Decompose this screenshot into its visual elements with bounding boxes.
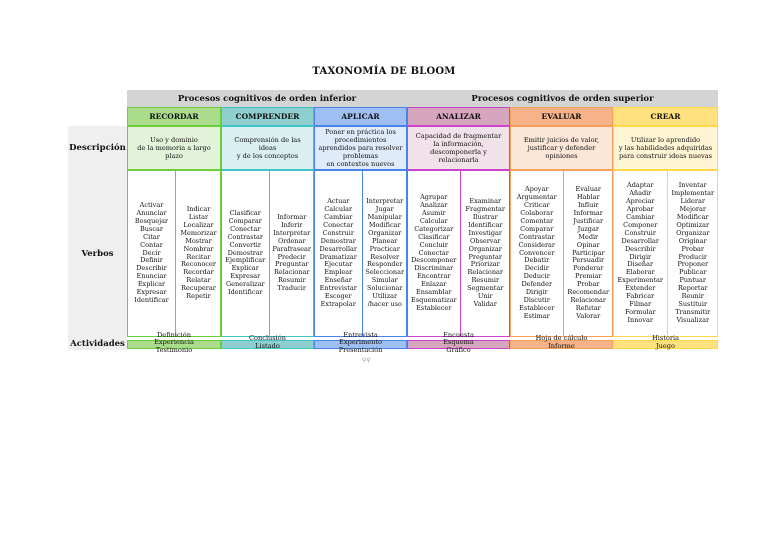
verb-item: Emplear <box>324 268 353 277</box>
verb-item: Memorizar <box>180 228 217 237</box>
verb-column <box>362 171 409 336</box>
verb-item: Contrastar <box>227 232 264 241</box>
verb-item: Ejecutar <box>324 260 353 269</box>
verb-item: Resumir <box>471 276 500 285</box>
verb-column-divider <box>175 171 176 336</box>
verb-item: Agrupar <box>420 193 448 202</box>
verb-item: Visualizar <box>676 315 710 324</box>
level-activities-comprender <box>221 331 314 355</box>
level-header-evaluar: EVALUAR <box>510 107 613 126</box>
level-description-crear: Utilizar lo aprendido y las habilidades adquiridas para construir ideas nuevas <box>613 126 718 170</box>
verb-column <box>175 171 222 336</box>
verb-column <box>128 171 175 336</box>
verb-item: Debatir <box>524 256 550 265</box>
verb-item: Expresar <box>136 288 167 297</box>
verb-item: Identificar <box>134 295 169 304</box>
level-verbs-crear <box>613 170 718 337</box>
verb-item: Recordar <box>183 268 214 277</box>
verb-item: Identificar <box>228 288 263 297</box>
page-title: TAXONOMÍA DE BLOOM <box>312 66 456 77</box>
verb-column <box>511 171 563 336</box>
verb-item: Decidir <box>524 264 549 273</box>
verb-column-divider <box>460 171 461 336</box>
verb-item: Identificar <box>468 220 503 229</box>
verb-item: Interpretar <box>366 197 404 206</box>
activity-item: Experimento <box>339 338 382 347</box>
verb-item: Parafrasear <box>272 244 311 253</box>
activity-item: Gráfico <box>446 345 471 354</box>
verb-column <box>460 171 512 336</box>
activity-item: Juego <box>656 342 675 350</box>
verb-item: Participar <box>571 248 605 257</box>
verb-item: Describir <box>624 244 656 253</box>
activity-item: Listado <box>255 342 280 350</box>
verb-item: Definir <box>140 256 163 265</box>
verb-item: Implementar <box>671 189 715 198</box>
verb-item: Segmentar <box>467 284 504 293</box>
verb-item: Colaborar <box>520 209 554 218</box>
verb-item: Deducir <box>523 272 550 281</box>
verb-item: Nombrar <box>183 244 214 253</box>
verb-item: Resolver <box>370 252 400 261</box>
verb-item: Indicar <box>186 205 211 214</box>
verb-item: Elaborar <box>625 268 655 277</box>
verb-item: Extrapolar <box>320 299 356 308</box>
verb-item: Esquematizar <box>411 295 457 304</box>
verb-item: Informar <box>573 209 603 218</box>
level-header-analizar: ANALIZAR <box>407 107 510 126</box>
level-activities-aplicar <box>314 331 407 355</box>
verb-item: Contar <box>140 240 163 249</box>
verb-item: Demostrar <box>320 236 356 245</box>
verb-item: Ponderar <box>573 264 604 273</box>
verb-item: Activar <box>139 201 164 210</box>
verb-item: Investigar <box>468 228 502 237</box>
activity-item: Presentación <box>338 345 383 354</box>
verb-column-divider <box>667 171 668 336</box>
verb-item: Establecer <box>519 303 555 312</box>
verb-item: Organizar <box>368 228 402 237</box>
verb-item: Validar <box>473 299 497 308</box>
verb-item: Comparar <box>228 216 262 225</box>
verb-item: Enlazar <box>421 280 447 289</box>
verb-item: Listar <box>188 212 209 221</box>
verb-item: Discriminar <box>414 264 454 273</box>
verb-item: Extender <box>625 284 656 293</box>
verb-item: Publicar <box>678 268 707 277</box>
verb-column-divider <box>362 171 363 336</box>
verb-item: Recomendar <box>567 288 610 297</box>
verb-item: Influir <box>578 201 599 210</box>
level-description-recordar: Uso y dominio de la memoria a largo plazo <box>127 126 221 170</box>
verb-item: Descomponer <box>411 256 457 265</box>
verb-item: Comparar <box>520 224 554 233</box>
verb-item: Repetir <box>186 292 211 301</box>
verb-item: Solucionar <box>367 284 403 293</box>
verb-item: Conectar <box>323 220 354 229</box>
verb-item: Escoger <box>324 292 352 301</box>
verb-item: Calcular <box>324 205 353 214</box>
level-activities-analizar <box>407 331 510 355</box>
verb-item: Describir <box>136 264 167 273</box>
verb-column <box>408 171 460 336</box>
verb-item: Predecir <box>277 252 306 261</box>
verb-column-divider <box>269 171 270 336</box>
verb-item: Clasificar <box>418 232 450 241</box>
level-header-comprender: COMPRENDER <box>221 107 314 126</box>
verb-item: Relacionar <box>570 295 606 304</box>
verb-item: Ordenar <box>277 236 306 245</box>
header-corner <box>68 90 127 107</box>
group-higher-header: Procesos cognitivos de orden superior <box>407 90 718 107</box>
verb-item: Convertir <box>229 240 261 249</box>
verb-item: Recitar <box>186 252 211 261</box>
activity-item: Entrevista <box>343 330 378 339</box>
verb-item: Juzgar <box>577 224 599 233</box>
verb-item: Explicar <box>137 280 166 289</box>
level-activities-evaluar <box>510 331 613 355</box>
level-verbs-evaluar <box>510 170 613 337</box>
verb-item: Traducir <box>277 284 306 293</box>
verb-item: Mostrar <box>185 236 212 245</box>
verb-item: Probar <box>576 280 600 289</box>
verb-column <box>614 171 667 336</box>
verb-item: Calcular <box>419 216 448 225</box>
verb-item: Interpretar <box>273 228 311 237</box>
verb-column-divider <box>563 171 564 336</box>
verb-item: Componer <box>623 220 658 229</box>
verb-item: Contrastar <box>518 232 555 241</box>
verb-item: Premiar <box>574 272 602 281</box>
level-description-comprender: Comprensión de las ideas y de los conceptos <box>221 126 314 170</box>
verb-item: Originar <box>678 236 707 245</box>
verb-item: Anunciar <box>136 209 167 218</box>
verb-item: Medir <box>578 232 599 241</box>
verb-item: Probar <box>681 244 705 253</box>
verb-item: Organizar <box>676 228 710 237</box>
verb-item: Responder <box>367 260 403 269</box>
verb-item: Ejemplificar <box>225 256 266 265</box>
activity-item: Definición <box>157 330 191 339</box>
verb-item: Considerar <box>518 240 556 249</box>
verb-item: Simular <box>371 276 398 285</box>
verb-item: Defender <box>521 280 553 289</box>
activity-item: Conclusión <box>248 334 287 343</box>
verb-item: Mejorar <box>679 205 707 214</box>
row-label-activities: Actividades <box>68 337 127 350</box>
verb-item: Aprobar <box>626 205 654 214</box>
verb-item: Estimar <box>523 311 550 320</box>
level-description-aplicar: Poner en práctica los procedimientos aprendidos para resolver problemas en contextos nuevos <box>314 126 407 170</box>
verb-item: Proponer <box>677 260 709 269</box>
verb-item: Recuperar <box>181 284 216 293</box>
verb-item: Experimentar <box>617 276 663 285</box>
activity-item: Esquema <box>443 338 474 347</box>
verb-item: Inventar <box>678 181 707 190</box>
level-verbs-recordar <box>127 170 221 337</box>
verb-item: Enunciar <box>136 272 167 281</box>
verb-item: Hablar <box>576 193 600 202</box>
verb-item: Ensamblar <box>415 288 452 297</box>
row-label-verbs: Verbos <box>68 170 127 337</box>
verb-column <box>315 171 362 336</box>
verb-item: Manipular <box>367 212 402 221</box>
verb-item: Desarrollar <box>319 244 358 253</box>
verb-item: Expresar <box>230 272 261 281</box>
level-header-recordar: RECORDAR <box>127 107 221 126</box>
verb-item: Justificar <box>573 216 604 225</box>
verb-item: Citar <box>143 232 160 241</box>
activity-item: Informe <box>548 342 575 350</box>
verb-item: Jugar <box>375 205 394 214</box>
row-label-description: Descripción <box>68 126 127 170</box>
level-description-evaluar: Emitir juicios de valor, justificar y defender opiniones <box>510 126 613 170</box>
activity-item: Hoja de cálculo <box>535 334 588 343</box>
verb-column <box>667 171 720 336</box>
verb-item: Convencer <box>519 248 555 257</box>
verb-item: Cambiar <box>324 212 353 221</box>
verb-item: /hacer uso <box>367 299 402 308</box>
verb-item: Localizar <box>183 220 214 229</box>
verb-column <box>269 171 316 336</box>
verb-item: Construir <box>322 228 354 237</box>
verb-item: Producir <box>678 252 708 261</box>
verb-item: Filmar <box>629 299 652 308</box>
verb-item: Construir <box>624 228 656 237</box>
verb-item: Reunir <box>681 292 704 301</box>
verb-item: Diseñar <box>627 260 654 269</box>
verb-item: Liderar <box>680 197 705 206</box>
verb-item: Apreciar <box>625 197 655 206</box>
activity-item: Encuesta <box>443 330 474 339</box>
verb-item: Fabricar <box>626 292 655 301</box>
verb-item: Asumir <box>421 209 446 218</box>
level-header-crear: CREAR <box>613 107 718 126</box>
level-description-analizar: Capacidad de fragmentar la información, descomponerla y relacionarla <box>407 126 510 170</box>
verb-item: Bosquejar <box>134 216 169 225</box>
verb-item: Categorizar <box>414 224 454 233</box>
verb-item: Criticar <box>524 201 550 210</box>
verb-item: Encontrar <box>417 272 451 281</box>
verb-item: Valorar <box>576 311 601 320</box>
verb-item: Conectar <box>230 224 261 233</box>
verb-column <box>222 171 269 336</box>
verb-item: Puntuar <box>679 276 707 285</box>
verb-item: Dirigir <box>629 252 652 261</box>
watermark-icon: ⚲⚲ <box>362 357 371 364</box>
level-verbs-analizar <box>407 170 510 337</box>
verb-item: Planear <box>372 236 398 245</box>
verb-item: Preguntar <box>468 252 502 261</box>
verb-item: Refutar <box>575 303 601 312</box>
verb-item: Dramatizar <box>319 252 357 261</box>
verb-item: Formular <box>624 307 656 316</box>
verb-item: Organizar <box>468 244 502 253</box>
activity-item: Testimonio <box>155 345 193 354</box>
verb-item: Enseñar <box>324 276 352 285</box>
verb-item: Entrevistar <box>319 284 357 293</box>
verb-item: Transmitir <box>675 307 711 316</box>
verb-item: Unir <box>477 292 493 301</box>
verb-item: Reportar <box>677 284 708 293</box>
verb-item: Modificar <box>676 212 709 221</box>
verb-item: Inferir <box>281 220 303 229</box>
verb-item: Evaluar <box>575 185 602 194</box>
verb-item: Conectar <box>418 248 449 257</box>
verb-column <box>563 171 615 336</box>
verb-item: Resumir <box>277 276 306 285</box>
verb-item: Examinar <box>469 197 502 206</box>
verb-item: Priorizar <box>470 260 500 269</box>
level-activities-crear <box>613 331 718 355</box>
verb-item: Ilustrar <box>472 212 498 221</box>
verb-item: Discutir <box>523 295 550 304</box>
verb-item: Optimizar <box>676 220 710 229</box>
verb-item: Preguntar <box>275 260 309 269</box>
level-verbs-comprender <box>221 170 314 337</box>
verb-item: Desarrollar <box>621 236 660 245</box>
verb-item: Relacionar <box>467 268 503 277</box>
verb-item: Reconocer <box>181 260 216 269</box>
verb-item: Actuar <box>327 197 350 206</box>
verb-item: Seleccionar <box>365 268 405 277</box>
verb-item: Observar <box>470 236 501 245</box>
level-activities-recordar <box>127 331 221 355</box>
verb-item: Argumentar <box>516 193 557 202</box>
verb-item: Innovar <box>627 315 653 324</box>
verb-item: Establecer <box>416 303 452 312</box>
verb-item: Practicar <box>369 244 400 253</box>
verb-item: Añadir <box>629 189 652 198</box>
verb-item: Concluir <box>419 240 448 249</box>
activity-item: Experiencia <box>154 338 194 347</box>
verb-item: Adaptar <box>627 181 654 190</box>
verb-item: Clasificar <box>229 209 261 218</box>
group-lower-header: Procesos cognitivos de orden inferior <box>127 90 407 107</box>
verb-item: Cambiar <box>626 212 655 221</box>
verb-item: Modificar <box>368 220 401 229</box>
verb-item: Explicar <box>231 264 259 273</box>
verb-item: Dirigir <box>525 288 548 297</box>
verb-item: Opinar <box>576 240 600 249</box>
verb-item: Informar <box>277 212 307 221</box>
verb-item: Analizar <box>420 201 448 210</box>
verb-item: Sustituir <box>678 299 708 308</box>
verb-item: Generalizar <box>225 280 265 289</box>
verb-item: Apoyar <box>525 185 549 194</box>
verb-item: Utilizar <box>372 292 398 301</box>
verb-item: Persuadir <box>572 256 605 265</box>
activity-item: Historia <box>651 334 680 343</box>
verb-item: Comentar <box>520 216 554 225</box>
verb-item: Relatar <box>186 276 211 285</box>
level-header-aplicar: APLICAR <box>314 107 407 126</box>
verb-item: Relacionar <box>274 268 310 277</box>
verb-item: Decir <box>142 248 161 257</box>
verb-item: Buscar <box>140 224 163 233</box>
level-verbs-aplicar <box>314 170 407 337</box>
verb-item: Fragmentar <box>465 205 505 214</box>
verb-item: Demostrar <box>227 248 263 257</box>
